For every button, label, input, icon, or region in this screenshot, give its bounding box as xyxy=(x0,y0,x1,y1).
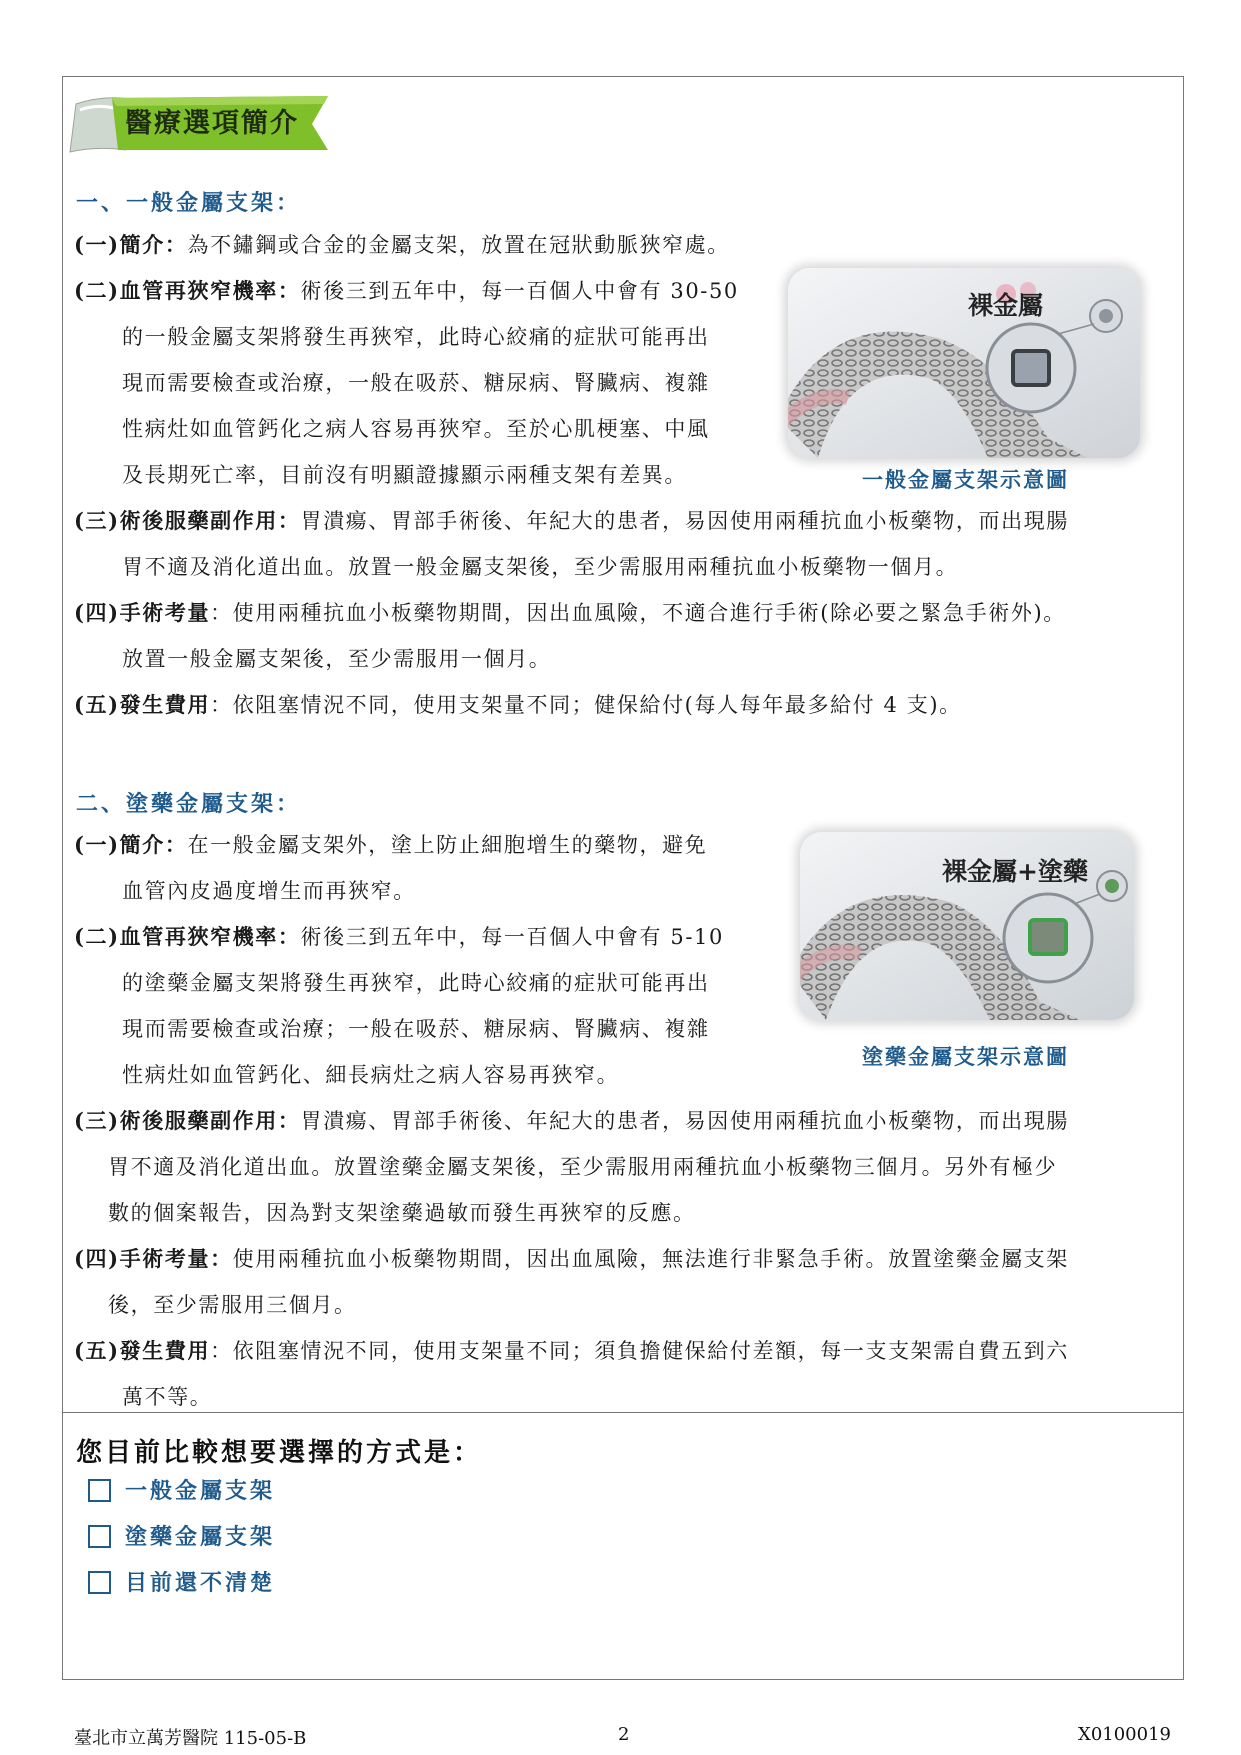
s1-item-2 xyxy=(74,268,739,314)
s2-item-4-line-2: 後，至少需服用三個月。 xyxy=(108,1293,357,1317)
stent-drawing-icon xyxy=(788,268,1140,458)
s1-item-2-line-3: 現而需要檢查或治療，一般在吸菸、糖尿病、腎臟病、複雜 xyxy=(122,371,710,395)
s2-item-1-text: 在一般金屬支架外，塗上防止細胞增生的藥物，避免 xyxy=(187,833,708,857)
s2-item-3-line-2: 胃不適及消化道出血。放置塗藥金屬支架後，至少需服用兩種抗血小板藥物三個月。另外有極少 xyxy=(108,1155,1058,1179)
option-label: 塗藥金屬支架 xyxy=(125,1524,276,1550)
s1-item-2-line-2: 的一般金屬支架將發生再狹窄，此時心絞痛的症狀可能再出 xyxy=(122,325,710,349)
figure2-label: 裸金屬+塗藥 xyxy=(942,857,1088,886)
option-drug-coated-stent[interactable] xyxy=(88,1520,275,1551)
s2-item-2-line-2: 的塗藥金屬支架將發生再狹窄，此時心絞痛的症狀可能再出 xyxy=(122,971,710,995)
checkbox-icon[interactable] xyxy=(88,1571,111,1594)
s2-item-2-line-4: 性病灶如血管鈣化、細長病灶之病人容易再狹窄。 xyxy=(122,1063,620,1087)
s2-item-1-line-2: 血管內皮過度增生而再狹窄。 xyxy=(122,879,416,903)
option-label: 目前還不清楚 xyxy=(125,1570,276,1596)
s1-item-2-line-5: 及長期死亡率，目前沒有明顯證據顯示兩種支架有差異。 xyxy=(122,463,687,487)
s2-item-1-lead: (一)簡介： xyxy=(74,832,188,857)
s2-item-1 xyxy=(74,822,707,868)
section2-heading: 二、塗藥金屬支架： xyxy=(76,791,302,817)
s2-item-3-line-3: 數的個案報告，因為對支架塗藥過敏而發生再狹窄的反應。 xyxy=(108,1201,696,1225)
s1-item-4-lead: (四)手術考量 xyxy=(74,600,211,625)
choice-question: 您目前比較想要選擇的方式是： xyxy=(76,1438,483,1468)
s2-item-4-lead: (四)手術考量： xyxy=(74,1246,233,1271)
s1-item-4-line-2: 放置一般金屬支架後，至少需服用一個月。 xyxy=(122,647,552,671)
s2-item-5-text: ：依阻塞情況不同，使用支架量不同；須負擔健保給付差額，每一支支架需自費五到六 xyxy=(210,1339,1069,1363)
s2-item-4-text: 使用兩種抗血小板藥物期間，因出血風險，無法進行非緊急手術。放置塗藥金屬支架 xyxy=(232,1247,1069,1271)
s1-item-4-text: ：使用兩種抗血小板藥物期間，因出血風險，不適合進行手術(除必要之緊急手術外)。 xyxy=(210,601,1066,625)
s1-item-2-text: 術後三到五年中，每一百個人中會有 30-50 xyxy=(300,279,739,303)
option-not-sure[interactable] xyxy=(88,1566,275,1597)
footer-form-code: X0100019 xyxy=(1078,1724,1171,1745)
checkbox-icon[interactable] xyxy=(88,1525,111,1548)
bare-metal-stent-illustration xyxy=(788,268,1140,458)
option-bare-metal-stent[interactable] xyxy=(88,1474,275,1505)
s2-item-3-text: 胃潰瘍、胃部手術後、年紀大的患者，易因使用兩種抗血小板藥物，而出現腸 xyxy=(300,1109,1069,1133)
option-label: 一般金屬支架 xyxy=(125,1478,276,1504)
s1-item-4 xyxy=(74,590,1066,636)
s2-item-5-lead: (五)發生費用 xyxy=(74,1338,211,1363)
s1-item-3-lead: (三)術後服藥副作用： xyxy=(74,508,301,533)
s1-item-2-line-4: 性病灶如血管鈣化之病人容易再狹窄。至於心肌梗塞、中風 xyxy=(122,417,710,441)
section-divider xyxy=(62,1412,1184,1413)
figure1-label: 裸金屬 xyxy=(968,291,1044,320)
s2-item-2-text: 術後三到五年中，每一百個人中會有 5-10 xyxy=(300,925,724,949)
checkbox-icon[interactable] xyxy=(88,1479,111,1502)
s1-item-5 xyxy=(74,682,962,728)
banner-title: 醫療選項簡介 xyxy=(125,108,299,139)
s2-item-5 xyxy=(74,1328,1069,1374)
s2-item-2-lead: (二)血管再狹窄機率： xyxy=(74,924,301,949)
s1-item-1-lead: (一)簡介： xyxy=(74,232,188,257)
s1-item-5-text: ：依阻塞情況不同，使用支架量不同；健保給付(每人每年最多給付 4 支)。 xyxy=(210,693,962,717)
figure1-caption: 一般金屬支架示意圖 xyxy=(862,467,1069,492)
s2-item-2 xyxy=(74,914,724,960)
figure2-caption: 塗藥金屬支架示意圖 xyxy=(862,1044,1069,1069)
s1-item-3-text: 胃潰瘍、胃部手術後、年紀大的患者，易因使用兩種抗血小板藥物，而出現腸 xyxy=(300,509,1069,533)
s1-item-3-line-2: 胃不適及消化道出血。放置一般金屬支架後，至少需服用兩種抗血小板藥物一個月。 xyxy=(122,555,959,579)
section1-heading: 一、一般金屬支架： xyxy=(76,190,302,216)
s1-item-1 xyxy=(74,222,730,268)
footer-page-number: 2 xyxy=(618,1724,630,1745)
s1-item-1-text: 為不鏽鋼或合金的金屬支架，放置在冠狀動脈狹窄處。 xyxy=(187,233,730,257)
s1-item-3 xyxy=(74,498,1069,544)
s2-item-3-lead: (三)術後服藥副作用： xyxy=(74,1108,301,1133)
s1-item-5-lead: (五)發生費用 xyxy=(74,692,211,717)
s2-item-4 xyxy=(74,1236,1069,1282)
s2-item-2-line-3: 現而需要檢查或治療；一般在吸菸、糖尿病、腎臟病、複雜 xyxy=(122,1017,710,1041)
footer-hospital: 臺北市立萬芳醫院 115-05-B xyxy=(74,1728,307,1749)
s1-item-2-lead: (二)血管再狹窄機率： xyxy=(74,278,301,303)
s2-item-5-line-2: 萬不等。 xyxy=(122,1385,213,1409)
s2-item-3 xyxy=(74,1098,1069,1144)
